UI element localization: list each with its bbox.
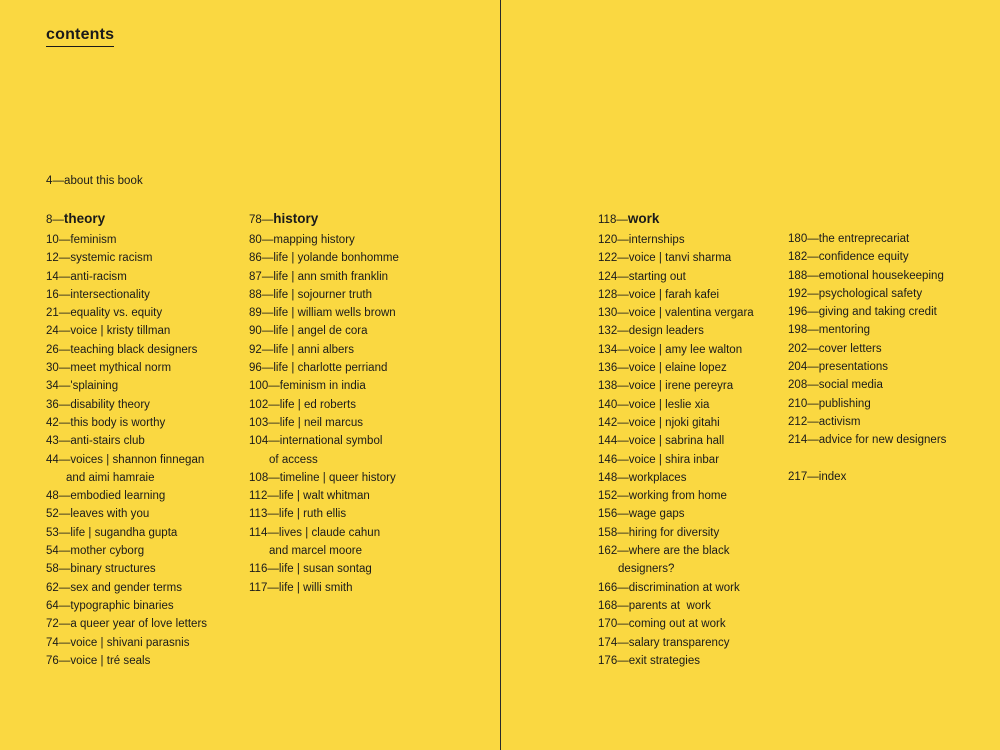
contents-entry[interactable]: 30—meet mythical norm [46,362,172,375]
contents-entry[interactable]: 204—presentations [788,361,889,374]
contents-entry[interactable]: 142—voice | njoki gitahi [598,416,720,429]
contents-entry[interactable]: 212—activism [788,415,861,428]
contents-entry[interactable]: 102—life | ed roberts [249,398,356,411]
contents-entry[interactable]: 158—hiring for diversity [598,526,720,539]
contents-entry[interactable]: 130—voice | valentina vergara [598,307,754,320]
contents-entry[interactable]: 36—disability theory [46,398,150,411]
contents-entry[interactable]: 146—voice | shira inbar [598,453,720,466]
contents-entry[interactable]: 144—voice | sabrina hall [598,435,725,448]
contents-entry[interactable]: 152—working from home [598,490,727,503]
contents-entry[interactable]: 24—voice | kristy tillman [46,325,171,338]
contents-entry[interactable]: 26—teaching black designers [46,343,198,356]
section-number-history: 78— [249,214,274,226]
contents-entry[interactable]: 166—discrimination at work [598,581,740,594]
section-number-work: 118— [598,214,628,226]
contents-entry[interactable]: designers? [618,563,675,576]
contents-entry[interactable]: 176—exit strategies [598,654,701,667]
contents-entry[interactable]: 148—workplaces [598,471,687,484]
page-gutter-divider [500,0,501,750]
contents-entry[interactable]: 92—life | anni albers [249,343,355,356]
section-column-work [598,209,783,670]
contents-entry[interactable]: and marcel moore [269,545,362,558]
entry-spacer [788,450,988,468]
contents-entry[interactable]: 136—voice | elaine lopez [598,362,727,375]
contents-entry[interactable]: 80—mapping history [249,234,355,246]
section-column-history [249,209,449,597]
section-heading-work-continued [788,209,988,229]
contents-entry[interactable]: 14—anti-racism [46,270,127,283]
contents-entry[interactable]: 108—timeline | queer history [249,471,396,484]
contents-entry[interactable]: 52—leaves with you [46,508,150,521]
section-label-work: work [627,211,660,226]
contents-entry[interactable]: 96—life | charlotte perriand [249,362,388,375]
contents-entry[interactable]: 117—life | willi smith [249,581,353,594]
contents-entry[interactable]: 44—voices | shannon finnegan [46,453,205,466]
contents-entry[interactable]: 182—confidence equity [788,251,909,264]
contents-entry[interactable]: 156—wage gaps [598,508,685,521]
page-title: contents [46,26,114,47]
contents-entry[interactable]: 16—intersectionality [46,288,150,301]
contents-entry[interactable]: 21—equality vs. equity [46,307,163,320]
contents-entry[interactable]: 74—voice | shivani parasnis [46,636,190,649]
contents-entry[interactable]: 140—voice | leslie xia [598,398,710,411]
contents-entry[interactable]: 72—a queer year of love letters [46,618,208,631]
contents-entry[interactable]: 188—emotional housekeeping [788,269,944,282]
entry-list-theory [46,231,241,670]
contents-entry[interactable]: 43—anti-stairs club [46,435,145,448]
section-heading-history [249,209,449,230]
section-label-history: history [273,211,319,226]
contents-entry[interactable]: 76—voice | tré seals [46,654,151,667]
contents-entry[interactable]: 122—voice | tanvi sharma [598,252,732,265]
about-this-book-entry: 4—about this book [46,175,143,187]
section-heading-work [598,209,783,230]
contents-entry[interactable]: 196—giving and taking credit [788,306,937,319]
contents-entry[interactable]: 134—voice | amy lee walton [598,343,743,356]
contents-entry[interactable]: 210—publishing [788,397,871,410]
contents-entry[interactable]: 42—this body is worthy [46,416,166,429]
contents-entry[interactable]: 202—cover letters [788,342,882,355]
contents-entry[interactable]: 87—life | ann smith franklin [249,270,389,283]
contents-entry[interactable]: 214—advice for new designers [788,434,947,447]
contents-entry[interactable]: 170—coming out at work [598,618,726,631]
contents-entry[interactable]: 90—life | angel de cora [249,325,368,338]
section-number-theory: 8— [46,214,64,226]
section-heading-theory [46,209,241,230]
contents-entry[interactable]: of access [269,453,318,466]
contents-entry[interactable]: 124—starting out [598,270,686,283]
entry-list-work [598,231,783,670]
section-column-work-continued [788,209,988,486]
contents-entry[interactable]: 12—systemic racism [46,252,153,265]
contents-entry[interactable]: 116—life | susan sontag [249,563,372,576]
contents-entry[interactable]: 104—international symbol [249,435,383,448]
contents-entry[interactable]: 48—embodied learning [46,490,166,503]
contents-entry[interactable]: 54—mother cyborg [46,545,145,558]
contents-entry[interactable]: 217—index [788,470,847,483]
entry-list-history [249,231,449,597]
right-page [500,0,1000,750]
contents-entry[interactable]: and aimi hamraie [66,471,155,484]
contents-entry[interactable]: 34—'splaining [46,380,119,393]
contents-entry[interactable]: 58—binary structures [46,563,156,576]
contents-entry[interactable]: 88—life | sojourner truth [249,288,373,301]
section-column-theory [46,209,241,670]
contents-entry[interactable]: 53—life | sugandha gupta [46,526,178,539]
contents-entry[interactable]: 64—typographic binaries [46,599,174,612]
section-label-theory: theory [63,211,106,226]
contents-entry[interactable]: 113—life | ruth ellis [249,508,347,521]
contents-entry[interactable]: 100—feminism in india [249,380,366,393]
contents-entry[interactable]: 192—psychological safety [788,287,923,300]
contents-entry[interactable]: 138—voice | irene pereyra [598,380,734,393]
contents-entry[interactable]: 174—salary transparency [598,636,730,649]
contents-entry[interactable]: 120—internships [598,234,685,246]
entry-list-work-continued [788,230,988,486]
contents-entry[interactable]: 103—life | neil marcus [249,416,364,429]
contents-entry[interactable]: 114—lives | claude cahun [249,526,381,539]
contents-entry[interactable]: 89—life | william wells brown [249,307,396,320]
contents-entry[interactable]: 112—life | walt whitman [249,490,370,503]
contents-entry[interactable]: 10—feminism [46,234,117,246]
contents-entry[interactable]: 198—mentoring [788,324,871,337]
contents-entry[interactable]: 128—voice | farah kafei [598,288,720,301]
contents-entry[interactable]: 168—parents at work [598,599,711,612]
contents-entry[interactable]: 162—where are the black [598,545,730,558]
contents-entry[interactable]: 62—sex and gender terms [46,581,182,594]
contents-entry[interactable]: 208—social media [788,379,883,392]
contents-entry[interactable]: 86—life | yolande bonhomme [249,252,399,265]
contents-entry[interactable]: 132—design leaders [598,325,704,338]
contents-entry[interactable]: 180—the entreprecariat [788,233,910,245]
